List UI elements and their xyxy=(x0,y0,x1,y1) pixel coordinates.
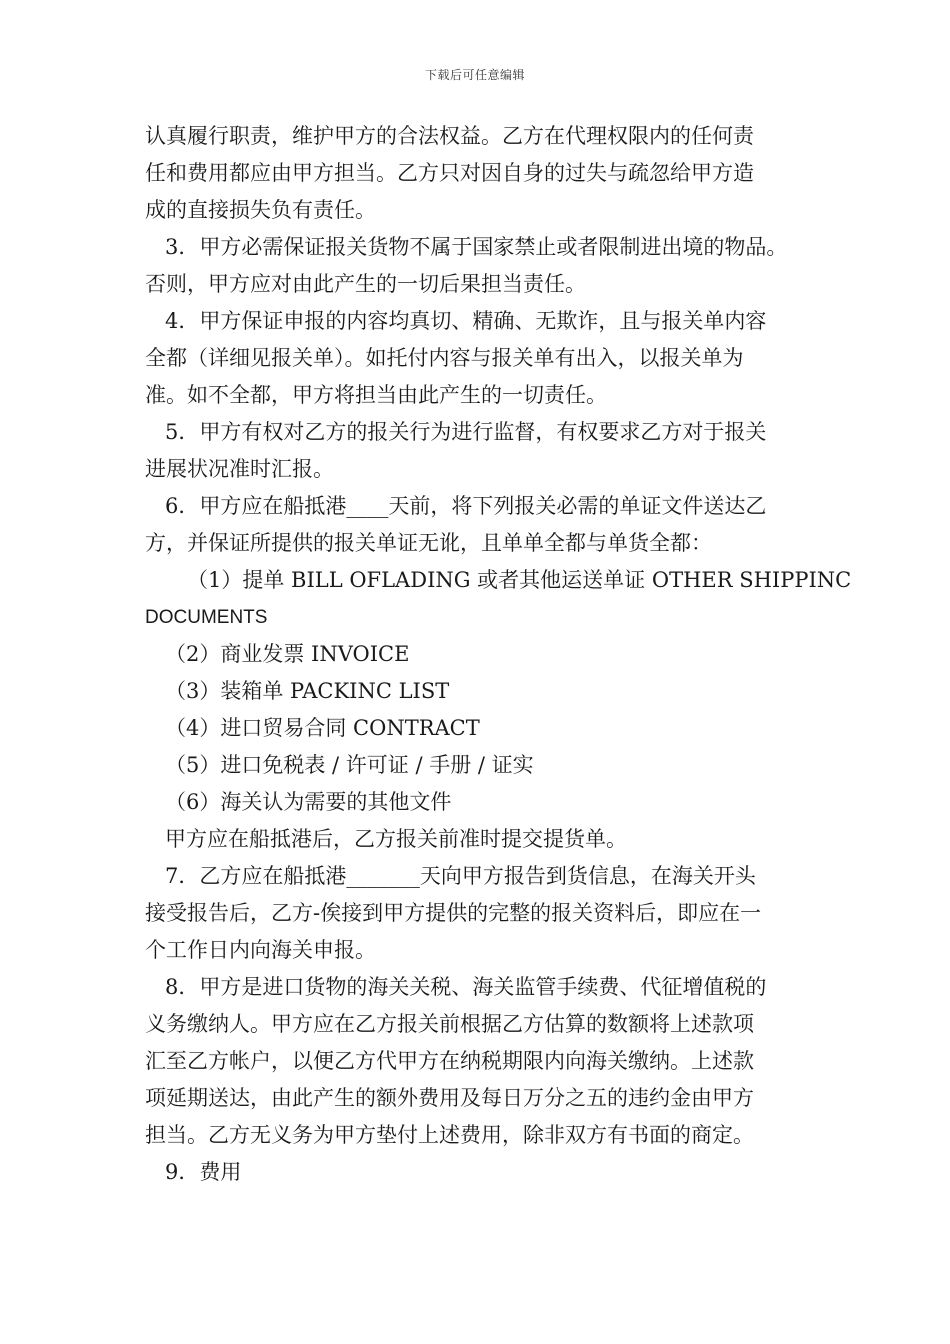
paragraph-line: 甲方应在船抵港后，乙方报关前准时提交提货单。 xyxy=(165,827,627,851)
clause-3-line: 3．甲方必需保证报关货物不属于国家禁止或者限制进出境的物品。 xyxy=(165,235,788,259)
paragraph-line: 个工作日内向海关申报。 xyxy=(145,938,376,962)
paragraph-line: 汇至乙方帐户，以便乙方代甲方在纳税期限内向海关缴纳。上述款 xyxy=(145,1049,754,1073)
clause-5-line: 5．甲方有权对乙方的报关行为进行监督，有权要求乙方对于报关 xyxy=(165,420,767,444)
clause-7-line: 7．乙方应在船抵港_______天向甲方报告到货信息，在海关开头 xyxy=(165,864,756,888)
paragraph-line: 进展状况准时汇报。 xyxy=(145,457,334,481)
clause-9-line: 9．费用 xyxy=(165,1160,242,1184)
paragraph-line: 认真履行职责，维护甲方的合法权益。乙方在代理权限内的任何责 xyxy=(145,124,754,148)
paragraph-line: 任和费用都应由甲方担当。乙方只对因自身的过失与疏忽给甲方造 xyxy=(145,161,754,185)
paragraph-line: 义务缴纳人。甲方应在乙方报关前根据乙方估算的数额将上述款项 xyxy=(145,1012,754,1036)
paragraph-line: 接受报告后，乙方-俟接到甲方提供的完整的报关资料后，即应在一 xyxy=(145,901,762,925)
list-item-1-continued: DOCUMENTS xyxy=(145,607,268,628)
paragraph-line: 全都（详细见报关单）。如托付内容与报关单有出入，以报关单为 xyxy=(145,346,744,370)
paragraph-line: 成的直接损失负有责任。 xyxy=(145,198,376,222)
list-item-5: （5）进口免税表 / 许可证 / 手册 / 证实 xyxy=(165,753,534,777)
list-item-3: （3）装箱单 PACKINC LIST xyxy=(165,679,450,703)
paragraph-line: 担当。乙方无义务为甲方垫付上述费用，除非双方有书面的商定。 xyxy=(145,1123,754,1147)
list-item-1: （1）提单 BILL OFLADING 或者其他运送单证 OTHER SHIPPINC xyxy=(187,568,852,592)
paragraph-line: 方，并保证所提供的报关单证无讹，且单单全都与单货全都： xyxy=(145,531,712,555)
list-item-6: （6）海关认为需要的其他文件 xyxy=(165,790,452,814)
paragraph-line: 准。如不全都，甲方将担当由此产生的一切责任。 xyxy=(145,383,607,407)
paragraph-line: 项延期送达，由此产生的额外费用及每日万分之五的违约金由甲方 xyxy=(145,1086,754,1110)
list-item-4: （4）进口贸易合同 CONTRACT xyxy=(165,716,480,740)
page-header: 下载后可任意编辑 xyxy=(424,68,525,82)
clause-8-line: 8．甲方是进口货物的海关关税、海关监管手续费、代征增值税的 xyxy=(165,975,767,999)
clause-6-line: 6．甲方应在船抵港____天前，将下列报关必需的单证文件送达乙 xyxy=(165,494,767,518)
clause-4-line: 4．甲方保证申报的内容均真切、精确、无欺诈，且与报关单内容 xyxy=(165,309,767,333)
paragraph-line: 否则，甲方应对由此产生的一切后果担当责任。 xyxy=(145,272,586,296)
document-body xyxy=(145,118,852,1191)
list-item-2: （2）商业发票 INVOICE xyxy=(165,642,410,666)
